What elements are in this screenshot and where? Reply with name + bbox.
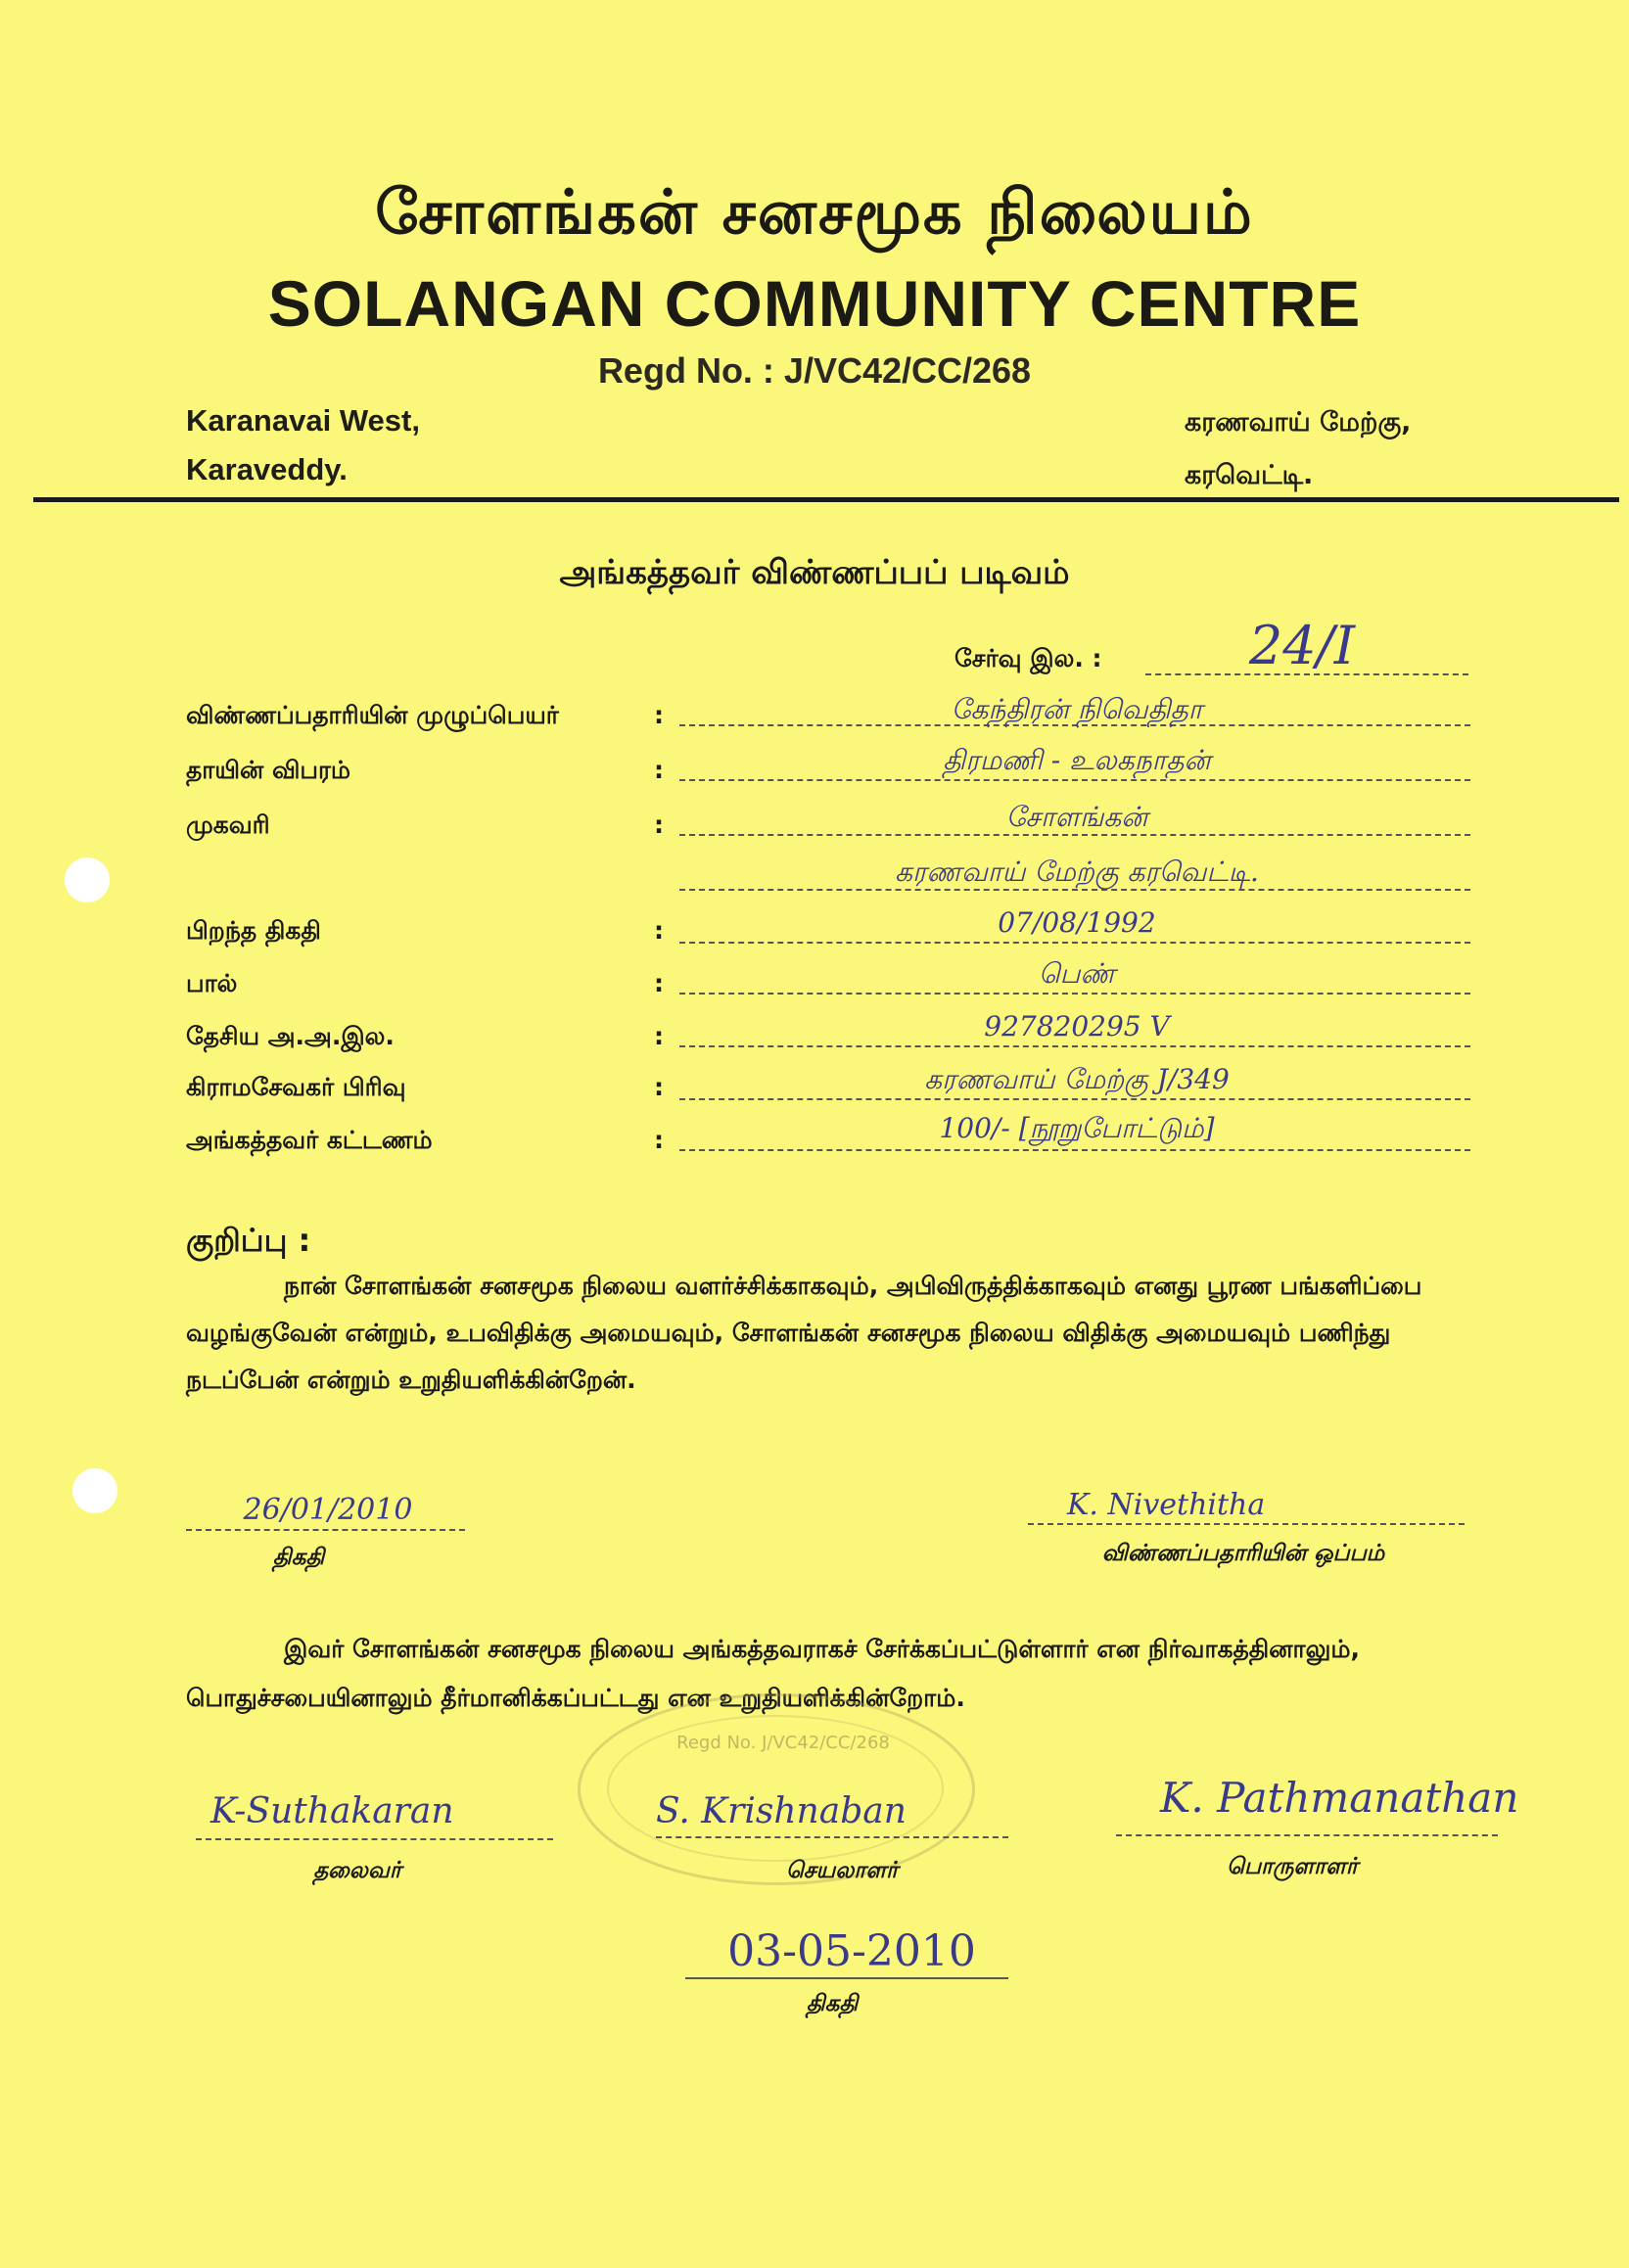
approval-date-value: 03-05-2010 bbox=[727, 1926, 976, 1976]
header-divider bbox=[33, 497, 1619, 502]
field-line bbox=[679, 942, 1470, 944]
note-title: குறிப்பு : bbox=[186, 1222, 311, 1259]
applicant-date-label: திகதி bbox=[272, 1545, 325, 1570]
serial-label: சேர்வு இல. : bbox=[954, 644, 1102, 672]
address-tamil-line1: கரணவாய் மேற்கு, bbox=[1185, 407, 1412, 438]
committee-declaration: இவர் சோளங்கன் சனசமூக நிலைய அங்கத்தவராகச் சேர்க்கப்பட்டுள்ளார் என நிர்வாகத்தினாலும், பொதுச்சபையினாலும் தீர்மானிக்கப்பட்டது என உறுதியளிக்கின்றோம். bbox=[186, 1635, 1360, 1712]
title-english: SOLANGAN COMMUNITY CENTRE bbox=[267, 267, 1362, 340]
secretary-signature: S. Krishnaban bbox=[656, 1791, 907, 1831]
applicant-signature-label: விண்ணப்பதாரியின் ஒப்பம் bbox=[1101, 1541, 1385, 1566]
field-label-address: முகவரி bbox=[186, 810, 270, 839]
field-value-gender: பெண் bbox=[1038, 957, 1116, 990]
approval-date-label: திகதி bbox=[806, 1991, 859, 2016]
colon: : bbox=[654, 701, 664, 729]
field-value-membership-fee: 100/- [நூறுபோட்டும்] bbox=[939, 1112, 1215, 1144]
treasurer-signature-line bbox=[1116, 1834, 1498, 1836]
serial-value: 24/I bbox=[1248, 615, 1356, 676]
field-line bbox=[679, 1045, 1470, 1047]
colon: : bbox=[654, 916, 664, 945]
field-label-nic-number: தேசிய அ.அ.இல. bbox=[186, 1022, 395, 1050]
applicant-signature-line bbox=[1028, 1523, 1465, 1525]
field-value-date-of-birth: 07/08/1992 bbox=[998, 906, 1156, 939]
field-label-gn-division: கிராமசேவகர் பிரிவு bbox=[186, 1073, 406, 1101]
form-title: அங்கத்தவர் விண்ணப்பப் படிவம் bbox=[559, 553, 1070, 592]
colon: : bbox=[654, 810, 664, 839]
address-english bbox=[186, 396, 420, 494]
note-body: நான் சோளங்கன் சனசமூக நிலைய வளர்ச்சிக்காகவும், அபிவிருத்திக்காகவும் எனது பூரண பங்களிப்பை வழங்குவேன் என்றும், உபவிதிக்கு அமையவும், சோளங்கன் சனசமூக நிலைய விதிக்கு அமையவும் பணிந்து நடப்பேன் என்றும் உறுதியளிக்கின்றேன். bbox=[186, 1272, 1422, 1394]
applicant-signature: K. Nivethitha bbox=[1067, 1488, 1266, 1522]
field-value-full-name: கேந்திரன் நிவெதிதா bbox=[951, 693, 1203, 725]
field-label-gender: பால் bbox=[186, 969, 238, 997]
stamp-text: Regd No. J/VC42/CC/268 bbox=[676, 1733, 890, 1753]
treasurer-signature: K. Pathmanathan bbox=[1160, 1774, 1519, 1822]
colon: : bbox=[654, 1126, 664, 1154]
colon: : bbox=[654, 1022, 664, 1050]
colon: : bbox=[654, 969, 664, 997]
president-signature: K-Suthakaran bbox=[210, 1791, 454, 1831]
address-english-line1: Karanavai West, bbox=[186, 403, 420, 438]
treasurer-label: பொருளாளர் bbox=[1227, 1854, 1358, 1879]
field-value-address-line1: சோளங்கன் bbox=[1005, 801, 1148, 833]
field-label-full-name: விண்ணப்பதாரியின் முழுப்பெயர் bbox=[186, 701, 559, 729]
field-label-mother-details: தாயின் விபரம் bbox=[186, 756, 351, 784]
address-english-line2: Karaveddy. bbox=[186, 452, 348, 486]
secretary-signature-line bbox=[656, 1836, 1008, 1838]
applicant-date-value: 26/01/2010 bbox=[243, 1493, 413, 1527]
field-value-gn-division: கரணவாய் மேற்கு J/349 bbox=[924, 1063, 1230, 1095]
registration-number: Regd No. : J/VC42/CC/268 bbox=[597, 350, 1032, 391]
applicant-date-line bbox=[186, 1529, 465, 1531]
field-value-mother-details: திரமணி - உலகநாதன் bbox=[943, 744, 1211, 776]
colon: : bbox=[654, 1073, 664, 1101]
field-line bbox=[679, 1149, 1470, 1151]
field-value-address-line2: கரணவாய் மேற்கு கரவெட்டி. bbox=[895, 856, 1259, 888]
punch-hole-bottom bbox=[72, 1468, 117, 1513]
address-tamil bbox=[1185, 396, 1411, 502]
title-tamil: சோளங்கன் சனசமூக நிலையம் bbox=[375, 176, 1254, 248]
field-value-nic-number: 927820295 V bbox=[984, 1010, 1170, 1042]
secretary-label: செயலாளர் bbox=[785, 1858, 899, 1883]
approval-date-line bbox=[685, 1977, 1008, 1979]
field-label-membership-fee: அங்கத்தவர் கட்டணம் bbox=[186, 1126, 433, 1154]
field-label-date-of-birth: பிறந்த திகதி bbox=[186, 916, 321, 945]
president-label: தலைவர் bbox=[313, 1858, 401, 1883]
president-signature-line bbox=[196, 1838, 553, 1840]
colon: : bbox=[654, 756, 664, 784]
punch-hole-top bbox=[65, 857, 110, 903]
address-tamil-line2: கரவெட்டி. bbox=[1185, 460, 1314, 490]
